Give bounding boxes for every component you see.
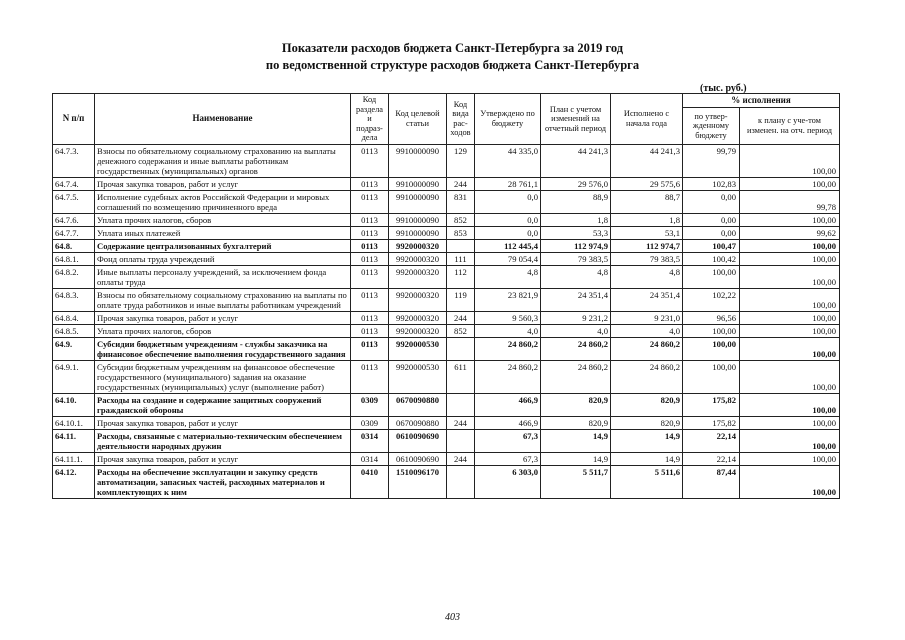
row-section-code: 0113 — [351, 190, 389, 213]
row-pct-plan: 99,62 — [740, 226, 840, 239]
row-section-code: 0113 — [351, 324, 389, 337]
row-target-code: 9910000090 — [389, 177, 447, 190]
row-number: 64.8.1. — [53, 252, 95, 265]
row-section-code: 0113 — [351, 213, 389, 226]
header-executed: Исполнено с начала года — [611, 94, 683, 145]
row-type-code: 831 — [447, 190, 475, 213]
row-pct-approved: 0,00 — [683, 190, 740, 213]
page-number: 403 — [445, 612, 460, 623]
row-approved: 28 761,1 — [475, 177, 541, 190]
row-number: 64.10.1. — [53, 416, 95, 429]
row-pct-approved: 175,82 — [683, 416, 740, 429]
row-pct-plan: 100,00 — [740, 213, 840, 226]
row-type-code — [447, 429, 475, 452]
row-approved: 4,8 — [475, 265, 541, 288]
row-approved: 23 821,9 — [475, 288, 541, 311]
row-target-code: 9910000090 — [389, 213, 447, 226]
row-approved: 79 054,4 — [475, 252, 541, 265]
row-pct-approved: 102,83 — [683, 177, 740, 190]
unit-label: (тыс. руб.) — [700, 83, 747, 94]
row-section-code: 0113 — [351, 252, 389, 265]
row-executed: 9 231,0 — [611, 311, 683, 324]
row-name: Иные выплаты персоналу учреждений, за исключением фонда оплаты труда — [95, 265, 351, 288]
row-executed: 4,0 — [611, 324, 683, 337]
row-executed: 4,8 — [611, 265, 683, 288]
row-executed: 820,9 — [611, 416, 683, 429]
row-section-code: 0314 — [351, 452, 389, 465]
row-type-code: 112 — [447, 265, 475, 288]
row-type-code — [447, 239, 475, 252]
row-target-code: 0610090690 — [389, 452, 447, 465]
row-plan: 88,9 — [541, 190, 611, 213]
row-plan: 9 231,2 — [541, 311, 611, 324]
row-name: Уплата иных платежей — [95, 226, 351, 239]
row-pct-approved: 99,79 — [683, 144, 740, 177]
row-plan: 4,8 — [541, 265, 611, 288]
row-target-code: 0670090880 — [389, 393, 447, 416]
row-name: Расходы на обеспечение эксплуатации и закупку средств автоматизации, запасных частей, расходных материалов и комплектующих к ним — [95, 465, 351, 498]
row-executed: 14,9 — [611, 429, 683, 452]
budget-table — [52, 93, 840, 499]
row-pct-plan: 100,00 — [740, 416, 840, 429]
table-row — [53, 337, 840, 360]
row-type-code — [447, 393, 475, 416]
table-row — [53, 213, 840, 226]
row-name: Прочая закупка товаров, работ и услуг — [95, 177, 351, 190]
row-type-code — [447, 337, 475, 360]
row-pct-plan: 100,00 — [740, 324, 840, 337]
row-pct-approved: 22,14 — [683, 452, 740, 465]
row-pct-plan: 100,00 — [740, 177, 840, 190]
row-pct-plan: 100,00 — [740, 311, 840, 324]
row-plan: 820,9 — [541, 393, 611, 416]
row-pct-plan: 100,00 — [740, 252, 840, 265]
table-row — [53, 465, 840, 498]
row-plan: 4,0 — [541, 324, 611, 337]
row-name: Субсидии бюджетным учреждениям - службы заказчика на финансовое обеспечение выполнения государственного задания — [95, 337, 351, 360]
row-approved: 4,0 — [475, 324, 541, 337]
row-pct-plan: 100,00 — [740, 465, 840, 498]
row-target-code: 9910000090 — [389, 226, 447, 239]
row-target-code: 1510096170 — [389, 465, 447, 498]
row-type-code: 852 — [447, 324, 475, 337]
header-row — [53, 94, 840, 108]
row-executed: 53,1 — [611, 226, 683, 239]
table-row — [53, 190, 840, 213]
table-row — [53, 416, 840, 429]
row-pct-plan: 100,00 — [740, 337, 840, 360]
table-row — [53, 226, 840, 239]
row-pct-approved: 0,00 — [683, 213, 740, 226]
header-pct-approved: по утвер-жденному бюджету — [683, 108, 740, 144]
row-name: Расходы, связанные с материально-техническим обеспечением деятельности народных дружин — [95, 429, 351, 452]
row-pct-plan: 100,00 — [740, 144, 840, 177]
row-executed: 88,7 — [611, 190, 683, 213]
table-row — [53, 177, 840, 190]
row-pct-plan: 100,00 — [740, 360, 840, 393]
row-plan: 820,9 — [541, 416, 611, 429]
row-plan: 14,9 — [541, 452, 611, 465]
row-name: Взносы по обязательному социальному страхованию на выплаты денежного содержания и иные выплаты работникам государственных (муниципальных) органов — [95, 144, 351, 177]
row-target-code: 9920000320 — [389, 239, 447, 252]
row-pct-plan: 100,00 — [740, 393, 840, 416]
table-row — [53, 239, 840, 252]
row-pct-approved: 0,00 — [683, 226, 740, 239]
row-name: Содержание централизованных бухгалтерий — [95, 239, 351, 252]
table-row — [53, 360, 840, 393]
row-name: Фонд оплаты труда учреждений — [95, 252, 351, 265]
row-approved: 0,0 — [475, 190, 541, 213]
row-number: 64.7.5. — [53, 190, 95, 213]
row-approved: 9 560,3 — [475, 311, 541, 324]
table-row — [53, 429, 840, 452]
row-pct-plan: 99,78 — [740, 190, 840, 213]
row-type-code: 244 — [447, 311, 475, 324]
row-executed: 79 383,5 — [611, 252, 683, 265]
row-pct-plan: 100,00 — [740, 288, 840, 311]
row-section-code: 0410 — [351, 465, 389, 498]
row-target-code: 9920000530 — [389, 360, 447, 393]
row-executed: 29 575,6 — [611, 177, 683, 190]
row-pct-approved: 102,22 — [683, 288, 740, 311]
row-section-code: 0309 — [351, 416, 389, 429]
row-number: 64.7.3. — [53, 144, 95, 177]
header-plan: План с учетом изменений на отчетный период — [541, 94, 611, 145]
row-number: 64.8.5. — [53, 324, 95, 337]
row-name: Взносы по обязательному социальному страхованию на выплаты по оплате труда работников и иные выплаты работникам учреждений — [95, 288, 351, 311]
row-executed: 112 974,7 — [611, 239, 683, 252]
header-num: N п/п — [53, 94, 95, 145]
header-pct-plan: к плану с уче-том изменен. на отч. период — [740, 108, 840, 144]
row-target-code: 0610090690 — [389, 429, 447, 452]
row-plan: 29 576,0 — [541, 177, 611, 190]
row-approved: 24 860,2 — [475, 337, 541, 360]
table-row — [53, 288, 840, 311]
row-number: 64.8.2. — [53, 265, 95, 288]
header-target-code: Код целевой статьи — [389, 94, 447, 145]
row-plan: 112 974,9 — [541, 239, 611, 252]
row-type-code: 129 — [447, 144, 475, 177]
row-pct-plan: 100,00 — [740, 452, 840, 465]
table-row — [53, 311, 840, 324]
row-pct-approved: 100,47 — [683, 239, 740, 252]
row-target-code: 9920000320 — [389, 311, 447, 324]
row-approved: 67,3 — [475, 452, 541, 465]
row-section-code: 0113 — [351, 311, 389, 324]
row-executed: 5 511,6 — [611, 465, 683, 498]
row-number: 64.8.4. — [53, 311, 95, 324]
header-name: Наименование — [95, 94, 351, 145]
row-name: Уплата прочих налогов, сборов — [95, 324, 351, 337]
row-approved: 466,9 — [475, 393, 541, 416]
row-executed: 44 241,3 — [611, 144, 683, 177]
row-approved: 466,9 — [475, 416, 541, 429]
row-type-code: 111 — [447, 252, 475, 265]
table-row — [53, 452, 840, 465]
row-plan: 24 351,4 — [541, 288, 611, 311]
row-name: Прочая закупка товаров, работ и услуг — [95, 311, 351, 324]
row-number: 64.7.6. — [53, 213, 95, 226]
row-approved: 112 445,4 — [475, 239, 541, 252]
row-name: Субсидии бюджетным учреждениям на финансовое обеспечение государственного (муниципального) задания на оказание государственных (муниципальных) услуг (выполнение работ) — [95, 360, 351, 393]
row-target-code: 9910000090 — [389, 144, 447, 177]
row-name: Исполнение судебных актов Российской Федерации и мировых соглашений по возмещению причиненного вреда — [95, 190, 351, 213]
title-line-1: Показатели расходов бюджета Санкт-Петербурга за 2019 год — [281, 41, 624, 55]
row-pct-approved: 96,56 — [683, 311, 740, 324]
table-row — [53, 324, 840, 337]
row-pct-approved: 100,00 — [683, 265, 740, 288]
row-section-code: 0113 — [351, 226, 389, 239]
row-executed: 24 351,4 — [611, 288, 683, 311]
row-number: 64.11.1. — [53, 452, 95, 465]
table-body — [53, 144, 840, 498]
row-number: 64.8.3. — [53, 288, 95, 311]
row-approved: 44 335,0 — [475, 144, 541, 177]
row-section-code: 0113 — [351, 177, 389, 190]
row-number: 64.12. — [53, 465, 95, 498]
row-type-code: 244 — [447, 416, 475, 429]
row-target-code: 0670090880 — [389, 416, 447, 429]
row-type-code: 852 — [447, 213, 475, 226]
title-line-2: по ведомственной структуре расходов бюджета Санкт-Петербурга — [265, 58, 640, 72]
row-approved: 24 860,2 — [475, 360, 541, 393]
row-target-code: 9920000320 — [389, 288, 447, 311]
table-row — [53, 144, 840, 177]
table-row — [53, 265, 840, 288]
header-approved: Утверждено по бюджету — [475, 94, 541, 145]
row-number: 64.8. — [53, 239, 95, 252]
row-plan: 53,3 — [541, 226, 611, 239]
row-number: 64.10. — [53, 393, 95, 416]
row-section-code: 0113 — [351, 239, 389, 252]
row-target-code: 9920000320 — [389, 265, 447, 288]
row-section-code: 0309 — [351, 393, 389, 416]
row-type-code: 853 — [447, 226, 475, 239]
row-executed: 14,9 — [611, 452, 683, 465]
row-plan: 24 860,2 — [541, 360, 611, 393]
row-type-code: 244 — [447, 452, 475, 465]
row-pct-approved: 100,00 — [683, 360, 740, 393]
row-type-code: 244 — [447, 177, 475, 190]
row-plan: 14,9 — [541, 429, 611, 452]
row-section-code: 0113 — [351, 144, 389, 177]
row-pct-approved: 100,00 — [683, 337, 740, 360]
row-pct-approved: 100,42 — [683, 252, 740, 265]
row-target-code: 9910000090 — [389, 190, 447, 213]
row-type-code: 119 — [447, 288, 475, 311]
row-target-code: 9920000530 — [389, 337, 447, 360]
row-section-code: 0113 — [351, 337, 389, 360]
row-pct-approved: 100,00 — [683, 324, 740, 337]
row-section-code: 0314 — [351, 429, 389, 452]
row-executed: 24 860,2 — [611, 360, 683, 393]
table-row — [53, 393, 840, 416]
row-section-code: 0113 — [351, 360, 389, 393]
row-executed: 820,9 — [611, 393, 683, 416]
row-section-code: 0113 — [351, 288, 389, 311]
row-number: 64.7.4. — [53, 177, 95, 190]
row-plan: 5 511,7 — [541, 465, 611, 498]
row-name: Прочая закупка товаров, работ и услуг — [95, 452, 351, 465]
row-name: Прочая закупка товаров, работ и услуг — [95, 416, 351, 429]
row-number: 64.9. — [53, 337, 95, 360]
row-pct-plan: 100,00 — [740, 429, 840, 452]
row-type-code — [447, 465, 475, 498]
row-pct-plan: 100,00 — [740, 239, 840, 252]
row-pct-plan: 100,00 — [740, 265, 840, 288]
row-approved: 0,0 — [475, 213, 541, 226]
row-executed: 24 860,2 — [611, 337, 683, 360]
row-name: Уплата прочих налогов, сборов — [95, 213, 351, 226]
row-plan: 1,8 — [541, 213, 611, 226]
row-section-code: 0113 — [351, 265, 389, 288]
table-row — [53, 252, 840, 265]
row-number: 64.7.7. — [53, 226, 95, 239]
row-approved: 0,0 — [475, 226, 541, 239]
row-plan: 79 383,5 — [541, 252, 611, 265]
row-target-code: 9920000320 — [389, 324, 447, 337]
row-number: 64.9.1. — [53, 360, 95, 393]
header-section-code: Код раздела и подраз-дела — [351, 94, 389, 145]
header-type-code: Код вида рас-ходов — [447, 94, 475, 145]
row-approved: 6 303,0 — [475, 465, 541, 498]
row-executed: 1,8 — [611, 213, 683, 226]
header-percent-group: % исполнения — [683, 94, 840, 108]
row-approved: 67,3 — [475, 429, 541, 452]
row-pct-approved: 175,82 — [683, 393, 740, 416]
row-type-code: 611 — [447, 360, 475, 393]
row-target-code: 9920000320 — [389, 252, 447, 265]
row-pct-approved: 22,14 — [683, 429, 740, 452]
row-pct-approved: 87,44 — [683, 465, 740, 498]
row-number: 64.11. — [53, 429, 95, 452]
report-title — [0, 40, 905, 74]
row-name: Расходы на создание и содержание защитных сооружений гражданской обороны — [95, 393, 351, 416]
row-plan: 24 860,2 — [541, 337, 611, 360]
row-plan: 44 241,3 — [541, 144, 611, 177]
